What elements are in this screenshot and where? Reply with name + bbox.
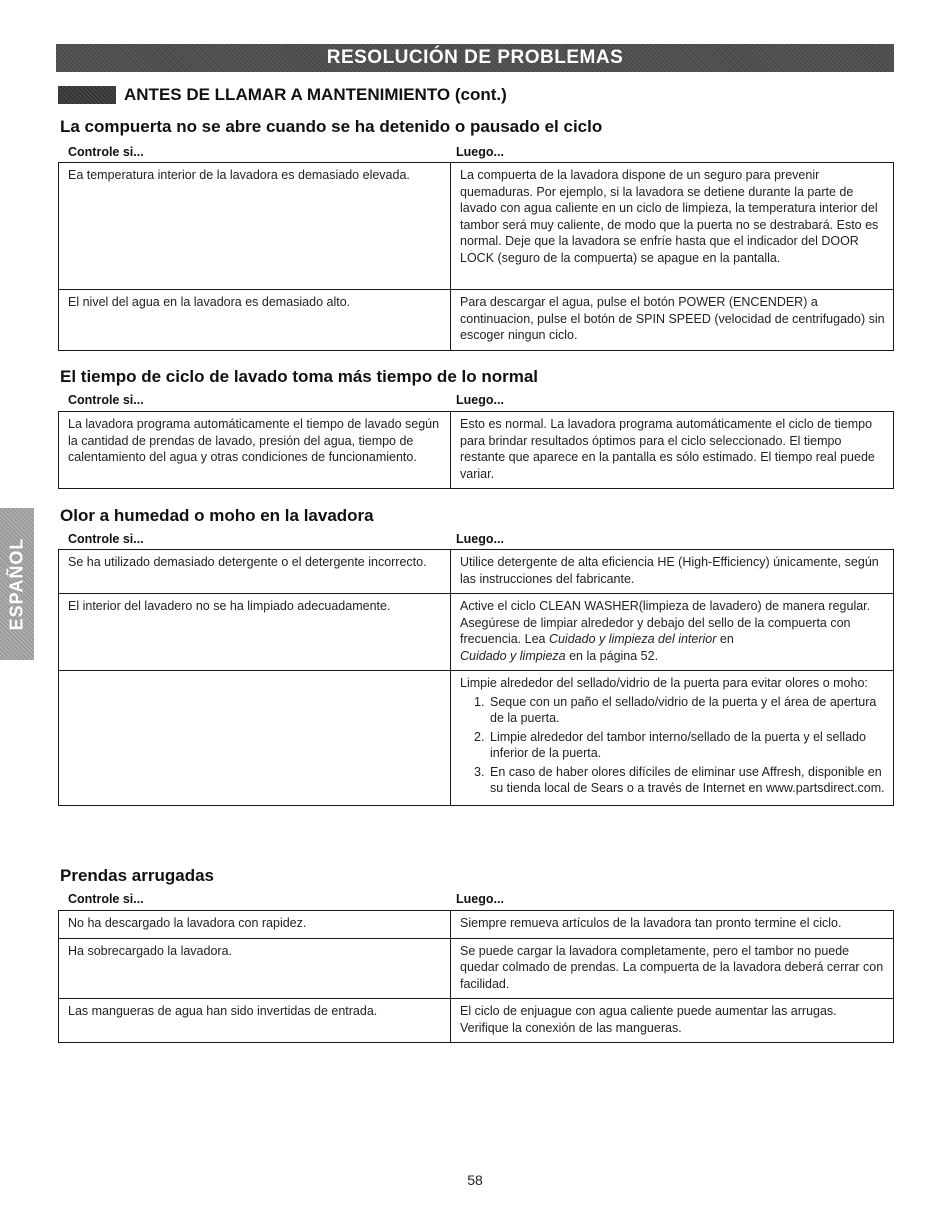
check-cell: Las mangueras de agua han sido invertidas de entrada. xyxy=(59,999,451,1043)
solution-cell: Esto es normal. La lavadora programa automáticamente el ciclo de tiempo para brindar resultados óptimos para el ciclo seleccionado. El tiempo restante que aparece en la pantalla es sólo estimado. El tiempo real puede variar. xyxy=(451,412,894,489)
section-title: La compuerta no se abre cuando se ha detenido o pausado el ciclo xyxy=(60,117,603,136)
troubleshooting-table xyxy=(58,910,894,1043)
column-header-check: Controle si... xyxy=(68,892,144,906)
subheading-bar xyxy=(58,86,116,104)
column-header-then: Luego... xyxy=(456,532,504,546)
column-header-check: Controle si... xyxy=(68,393,144,407)
solution-cell xyxy=(451,671,894,806)
step-number: 2. xyxy=(474,729,485,744)
check-cell: La lavadora programa automáticamente el tiempo de lavado según la cantidad de prendas de lavado, presión del agua, tiempo de calentamiento del agua y otras condiciones de funcionamiento. xyxy=(59,412,451,489)
check-cell: No ha descargado la lavadora con rapidez. xyxy=(59,911,451,939)
subheading xyxy=(58,84,507,106)
step-number: 3. xyxy=(474,764,485,779)
steps-list xyxy=(460,694,885,797)
check-cell: Se ha utilizado demasiado detergente o el detergente incorrecto. xyxy=(59,550,451,594)
table-row xyxy=(59,911,894,939)
column-header-then: Luego... xyxy=(456,145,504,159)
step-text: Limpie alrededor del tambor interno/sellado de la puerta y el sellado inferior de la puerta. xyxy=(490,729,866,760)
solution-cell: Utilice detergente de alta eficiencia HE (High-Efficiency) únicamente, según las instrucciones del fabricante. xyxy=(451,550,894,594)
column-header-then: Luego... xyxy=(456,393,504,407)
language-side-tab xyxy=(0,508,34,660)
solution-intro: Limpie alrededor del sellado/vidrio de la puerta para evitar olores o moho: xyxy=(460,676,868,690)
solution-text: en xyxy=(716,632,734,646)
table-row xyxy=(59,550,894,594)
troubleshooting-table xyxy=(58,549,894,806)
troubleshooting-table xyxy=(58,411,894,489)
cross-reference: Cuidado y limpieza del interior xyxy=(548,632,717,646)
cross-reference: Cuidado y limpieza xyxy=(460,648,566,663)
table-row xyxy=(59,594,894,671)
column-header-then: Luego... xyxy=(456,892,504,906)
section-title: El tiempo de ciclo de lavado toma más tiempo de lo normal xyxy=(60,367,539,386)
solution-text: en la página 52. xyxy=(565,648,659,663)
solution-cell xyxy=(451,594,894,671)
page-number: 58 xyxy=(467,1172,483,1188)
solution-cell: Se puede cargar la lavadora completamente, pero el tambor no puede quedar colmado de prendas. La compuerta de la lavadora deberá cerrar con facilidad. xyxy=(451,938,894,999)
table-row xyxy=(59,999,894,1043)
check-cell: El nivel del agua en la lavadora es demasiado alto. xyxy=(59,290,451,351)
list-item xyxy=(460,729,885,762)
table-row xyxy=(59,163,894,290)
check-cell: Ha sobrecargado la lavadora. xyxy=(59,938,451,999)
step-number: 1. xyxy=(474,694,485,709)
check-cell: El interior del lavadero no se ha limpiado adecuadamente. xyxy=(59,594,451,671)
page-banner: RESOLUCIÓN DE PROBLEMAS xyxy=(56,44,894,72)
subheading-text: ANTES DE LLAMAR A MANTENIMIENTO (cont.) xyxy=(124,85,507,104)
solution-cell: Para descargar el agua, pulse el botón POWER (ENCENDER) a continuacion, pulse el botón de SPIN SPEED (velocidad de centrifugado) sin escoger ningun ciclo. xyxy=(451,290,894,351)
column-header-check: Controle si... xyxy=(68,145,144,159)
list-item xyxy=(460,694,885,727)
solution-text: Active el ciclo CLEAN WASHER(limpieza de lavadero) de manera regular. Asegúrese de limpiar alrededor y debajo del sello de la compuerta con frecuencia. Lea xyxy=(460,599,871,646)
check-cell-empty xyxy=(59,671,451,806)
table-row xyxy=(59,671,894,806)
step-text: En caso de haber olores difíciles de eliminar use Affresh, disponible en su tienda local de Sears o a través de Internet en www.partsdirect.com. xyxy=(490,764,885,795)
check-cell: Ea temperatura interior de la lavadora es demasiado elevada. xyxy=(59,163,451,290)
troubleshooting-table xyxy=(58,162,894,351)
table-row xyxy=(59,290,894,351)
solution-cell: Siempre remueva artículos de la lavadora tan pronto termine el ciclo. xyxy=(451,911,894,939)
column-header-check: Controle si... xyxy=(68,532,144,546)
table-row xyxy=(59,412,894,489)
solution-cell: La compuerta de la lavadora dispone de un seguro para prevenir quemaduras. Por ejemplo, si la lavadora se detiene durante la parte de lavado con agua caliente en un ciclo de limpieza, la temperatura interior del tambor será muy caliente, de modo que la puerta no se destrabará. Esto es normal. Deje que la lavadora se enfríe hasta que el indicador del DOOR LOCK (seguro de la compuerta) se apague en la pantalla. xyxy=(451,163,894,290)
section-title: Prendas arrugadas xyxy=(60,866,215,885)
step-text: Seque con un paño el sellado/vidrio de la puerta y el área de apertura de la puerta. xyxy=(490,694,877,725)
section-title: Olor a humedad o moho en la lavadora xyxy=(60,506,374,525)
table-row xyxy=(59,938,894,999)
side-tab-label: ESPAÑOL xyxy=(6,537,27,631)
list-item xyxy=(460,764,885,797)
solution-cell: El ciclo de enjuague con agua caliente puede aumentar las arrugas. Verifique la conexión de las mangueras. xyxy=(451,999,894,1043)
